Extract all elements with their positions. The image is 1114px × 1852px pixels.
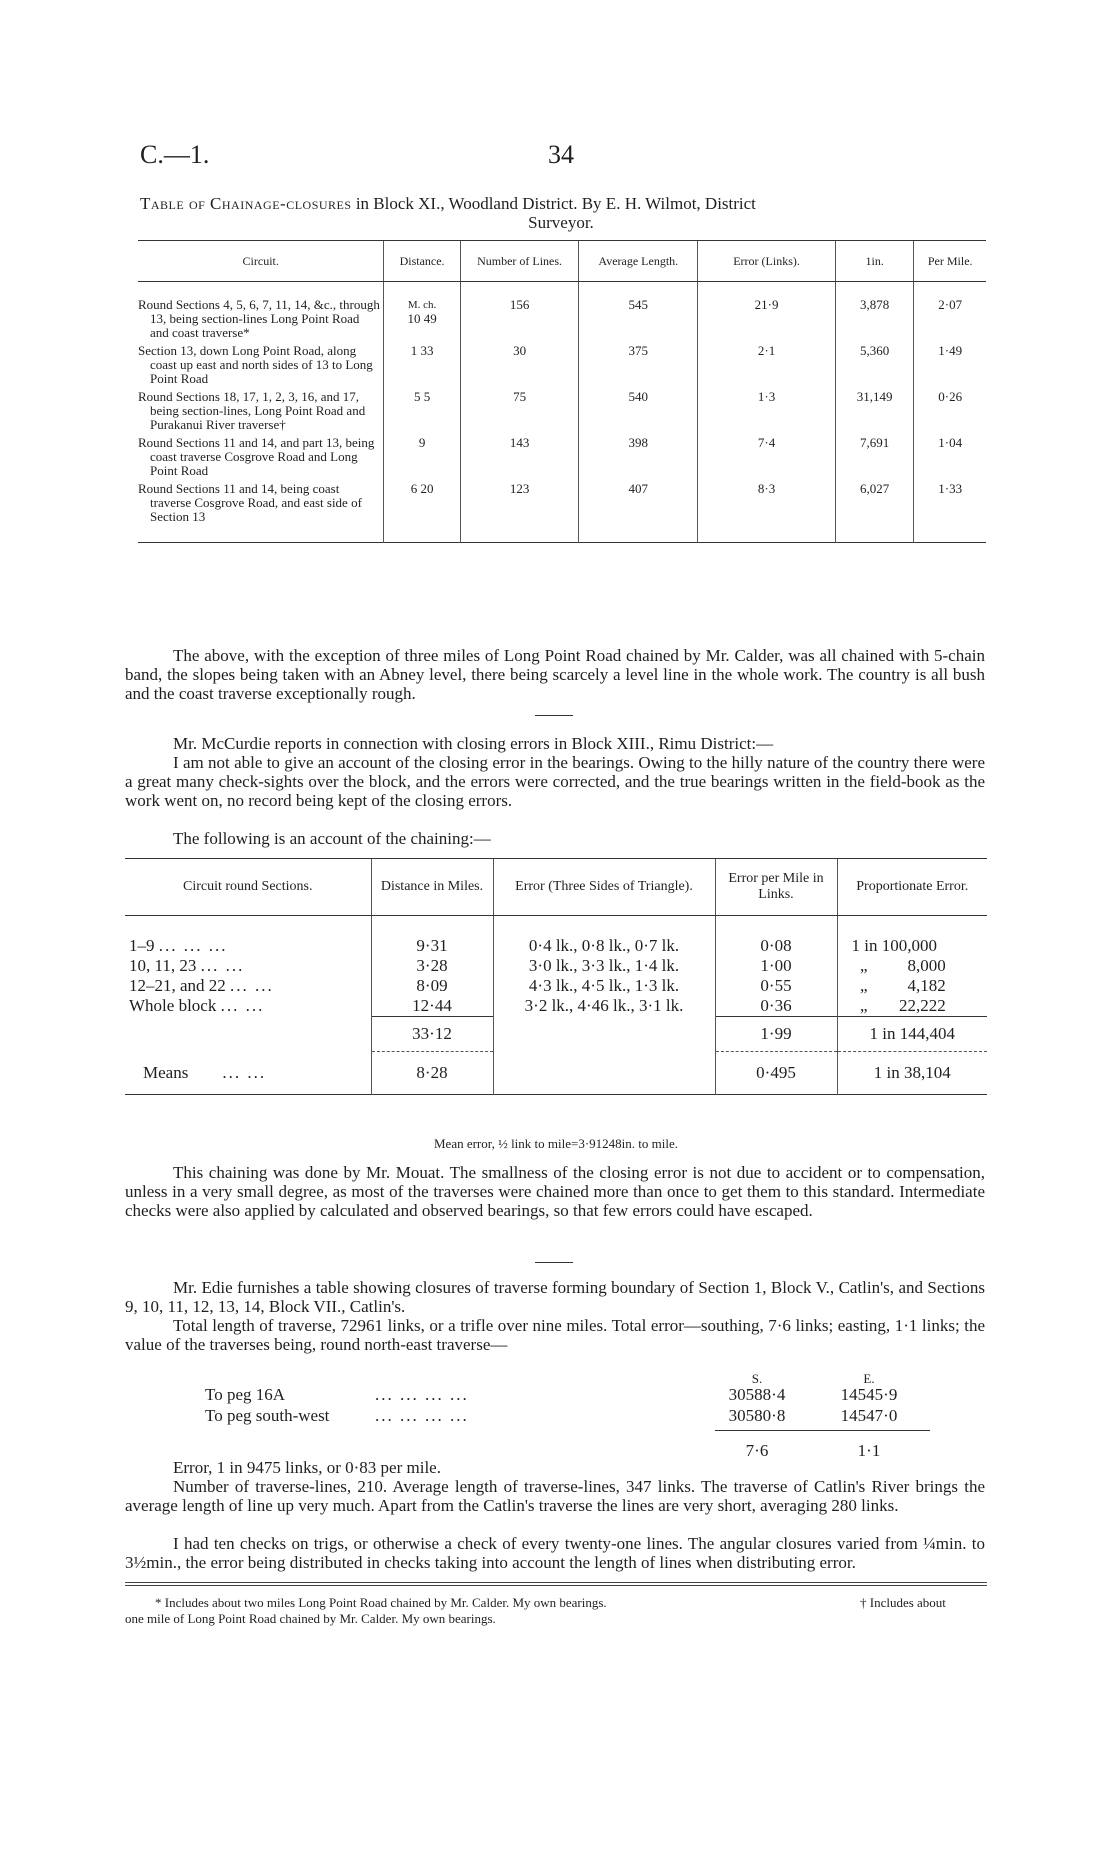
leader-dots: ... ... ... ... xyxy=(375,1385,469,1404)
footnote-line xyxy=(125,1595,987,1611)
circuit-cell: Section 13, down Long Point Road, along coast up east and north sides of 13 to Long Point Road xyxy=(138,343,373,386)
circuit-cell: Round Sections 4, 5, 6, 7, 11, 14, &c., through 13, being section-lines Long Point Road and coast traverse* xyxy=(138,297,380,340)
circuit-cell: Round Sections 11 and 14, being coast traverse Cosgrove Road, and east side of Section 13 xyxy=(138,481,362,524)
table1-title-rest: in Block XI., Woodland District. By E. H. Wilmot, District xyxy=(351,194,756,213)
paragraph: Error, 1 in 9475 links, or 0·83 per mile. xyxy=(173,1458,441,1477)
miles-value: 12·44 xyxy=(412,996,452,1015)
error-cell: 21·9 xyxy=(698,282,836,343)
table-row xyxy=(138,342,986,388)
column-header: Error per Mile in Links. xyxy=(715,859,837,916)
footnote-line: one mile of Long Point Road chained by Mr. Calder. My own bearings. xyxy=(125,1611,496,1626)
circuit-line xyxy=(129,956,367,976)
easting-value: 14547·0 xyxy=(840,1406,898,1425)
section-divider xyxy=(535,715,573,716)
easting-value: 14545·9 xyxy=(840,1385,898,1404)
column-header: Circuit. xyxy=(138,241,384,282)
table-row xyxy=(138,480,986,543)
per-mile-value: 0·36 xyxy=(760,996,792,1015)
paragraph: Mr. Edie furnishes a table showing closures of traverse forming boundary of Section 1, Block V., Catlin's, and Sections 9, 10, 11, 12, 13, 14, Block VII., Catlin's. xyxy=(125,1278,985,1316)
one-in-cell: 7,691 xyxy=(835,434,913,480)
circuit-label: 1–9 xyxy=(129,936,155,955)
table-row xyxy=(138,434,986,480)
means-label: Means xyxy=(143,1062,189,1082)
leader-dots: ... ... ... xyxy=(158,936,228,955)
leader-dots: ... ... ... ... xyxy=(375,1406,469,1425)
chainage-closures-table xyxy=(138,240,986,543)
page-number: 34 xyxy=(548,140,574,169)
error-value: 3·2 lk., 4·46 lk., 3·1 lk. xyxy=(524,996,684,1015)
paragraph: This chaining was done by Mr. Mouat. The smallness of the closing error is not due to accident or to compensation, unless in a very small degree, as most of the traverses were chained more than once to get them to this standard. Intermediate checks were also applied by calculated and observed bearings, so that few errors could have escaped. xyxy=(125,1163,985,1220)
leader-dots: ... ... xyxy=(230,976,274,995)
empty-cell xyxy=(493,1052,715,1095)
table-row xyxy=(125,916,987,1017)
table1-title xyxy=(140,194,982,232)
paragraph: The following is an account of the chaining:— xyxy=(173,829,491,848)
section-divider xyxy=(535,1262,573,1263)
prop-value: 4,182 xyxy=(907,976,946,995)
document-code: C.—1. xyxy=(140,140,210,169)
paragraph: Mr. McCurdie reports in connection with closing errors in Block XIII., Rimu District:— xyxy=(173,734,774,753)
column-header: Average Length. xyxy=(579,241,698,282)
miles-value: 9·31 xyxy=(416,936,448,955)
miles-cell xyxy=(371,916,493,1017)
distance-cell: 5 5 xyxy=(384,388,460,434)
prop-value: 100,000 xyxy=(881,936,937,955)
column-header: Distance in Miles. xyxy=(371,859,493,916)
circuit-cell xyxy=(125,916,371,1017)
distance-units: M. ch. xyxy=(407,299,437,311)
prop-value: 22,222 xyxy=(899,996,946,1015)
one-in-cell: 6,027 xyxy=(835,480,913,543)
prop-line xyxy=(852,976,984,996)
means-prop: 1 in 38,104 xyxy=(837,1052,987,1095)
distance-cell: 9 xyxy=(384,434,460,480)
total-prop: 1 in 144,404 xyxy=(837,1017,987,1052)
error-value: 3·0 lk., 3·3 lk., 1·4 lk. xyxy=(528,956,680,975)
easting-difference: 1·1 xyxy=(857,1441,881,1460)
distance-value: 10 49 xyxy=(407,311,437,326)
lines-cell: 123 xyxy=(460,480,579,543)
table-row xyxy=(138,282,986,343)
footnote-star: * Includes about two miles Long Point Road chained by Mr. Calder. My own bearings. xyxy=(155,1595,607,1610)
traverse-row xyxy=(205,1384,965,1405)
leader-dots: ... ... xyxy=(200,956,245,975)
lines-cell: 75 xyxy=(460,388,579,434)
prop-prefix: 1 in xyxy=(851,936,878,955)
column-header: Distance. xyxy=(384,241,460,282)
means-miles: 8·28 xyxy=(371,1052,493,1095)
per-mile-cell: 1·33 xyxy=(914,480,986,543)
miles-value: 8·09 xyxy=(416,976,448,995)
means-per-mile: 0·495 xyxy=(715,1052,837,1095)
traverse-label: To peg south-west xyxy=(205,1406,330,1425)
table1-title-prefix: Table of Chainage-closures xyxy=(140,194,352,213)
avg-length-cell: 545 xyxy=(579,282,698,343)
one-in-cell: 31,149 xyxy=(835,388,913,434)
per-mile-cell: 2·07 xyxy=(914,282,986,343)
southing-difference: 7·6 xyxy=(745,1441,769,1460)
per-mile-cell: 1·49 xyxy=(914,342,986,388)
proportionate-cell xyxy=(837,916,987,1017)
circuit-label: 12–21, and 22 xyxy=(129,976,226,995)
table-header-row xyxy=(138,241,986,282)
chaining-table xyxy=(125,858,987,1095)
avg-length-cell: 375 xyxy=(579,342,698,388)
lines-cell: 143 xyxy=(460,434,579,480)
one-in-cell: 5,360 xyxy=(835,342,913,388)
circuit-cell: Round Sections 18, 17, 1, 2, 3, 16, and 17, being section-lines, Long Point Road and Purakanui River traverse† xyxy=(138,389,366,432)
prop-prefix: „ xyxy=(860,996,868,1015)
prop-line xyxy=(852,936,984,956)
column-header: Circuit round Sections. xyxy=(125,859,371,916)
means-row xyxy=(125,1052,987,1095)
circuit-line xyxy=(129,996,367,1016)
traverse-header xyxy=(205,1368,965,1384)
column-header: Proportionate Error. xyxy=(837,859,987,916)
paragraph: I am not able to give an account of the closing error in the bearings. Owing to the hilly nature of the country there were a great many check-sights over the block, and the errors were corrected, and the true bearings written in the field-book as the work went on, no record being kept of the closing errors. xyxy=(125,753,985,810)
prop-line xyxy=(852,996,984,1016)
table1-title-line2: Surveyor. xyxy=(528,213,594,232)
southing-value: 30588·4 xyxy=(728,1385,786,1404)
column-header: Number of Lines. xyxy=(460,241,579,282)
circuit-cell: Round Sections 11 and 14, and part 13, being coast traverse Cosgrove Road and Long Point Road xyxy=(138,435,375,478)
circuit-label: 10, 11, 23 xyxy=(129,956,197,975)
error-value: 0·4 lk., 0·8 lk., 0·7 lk. xyxy=(528,936,680,955)
miles-value: 3·28 xyxy=(416,956,448,975)
easting-header: E. xyxy=(863,1371,875,1386)
leader-dots: ... ... xyxy=(220,996,265,1015)
empty-cell xyxy=(493,1017,715,1052)
error-value: 4·3 lk., 4·5 lk., 1·3 lk. xyxy=(528,976,680,995)
column-header: Per Mile. xyxy=(914,241,986,282)
column-header: 1in. xyxy=(835,241,913,282)
error-three-sides-cell xyxy=(493,916,715,1017)
distance-cell: 1 33 xyxy=(384,342,460,388)
paragraph: I had ten checks on trigs, or otherwise a check of every twenty-one lines. The angular closures varied from ¼min. to 3½min., the error being distributed in checks taking into account the length of lines when distributing error. xyxy=(125,1534,985,1572)
circuit-line xyxy=(129,936,367,956)
paragraph: Total length of traverse, 72961 links, or a trifle over nine miles. Total error—southing, 7·6 links; easting, 1·1 links; the value of the traverses being, round north-east traverse— xyxy=(125,1316,985,1354)
error-cell: 7·4 xyxy=(698,434,836,480)
table-row xyxy=(138,388,986,434)
error-cell: 8·3 xyxy=(698,480,836,543)
per-mile-value: 0·55 xyxy=(760,976,792,995)
traverse-sum-rule xyxy=(715,1430,930,1431)
prop-prefix: „ xyxy=(860,976,868,995)
table-header-row xyxy=(125,859,987,916)
total-row xyxy=(125,1017,987,1052)
per-mile-cell xyxy=(715,916,837,1017)
prop-prefix: „ xyxy=(860,956,868,975)
circuit-line xyxy=(129,976,367,996)
paragraph: Number of traverse-lines, 210. Average length of traverse-lines, 347 links. The traverse of Catlin's River brings the average length of line up very much. Apart from the Catlin's traverse the lines are very short, averaging 280 links. xyxy=(125,1477,985,1515)
mean-error-note: Mean error, ½ link to mile=3·91248in. to mile. xyxy=(433,1136,679,1151)
traverse-label: To peg 16A xyxy=(205,1385,286,1404)
avg-length-cell: 540 xyxy=(579,388,698,434)
prop-line xyxy=(852,956,984,976)
column-header: Error (Links). xyxy=(698,241,836,282)
empty-cell xyxy=(125,1017,371,1052)
leader-dots: ... ... xyxy=(222,1062,267,1082)
prop-value: 8,000 xyxy=(907,956,946,975)
traverse-values xyxy=(205,1368,965,1461)
per-mile-cell: 1·04 xyxy=(914,434,986,480)
avg-length-cell: 398 xyxy=(579,434,698,480)
footnotes xyxy=(125,1595,987,1627)
southing-value: 30580·8 xyxy=(728,1406,786,1425)
paragraph: The above, with the exception of three miles of Long Point Road chained by Mr. Calder, was all chained with 5-chain band, the slopes being taken with an Abney level, there being scarcely a level line in the whole work. The country is all bush and the coast traverse exceptionally rough. xyxy=(125,646,985,703)
per-mile-cell: 0·26 xyxy=(914,388,986,434)
total-per-mile: 1·99 xyxy=(715,1017,837,1052)
footnote-divider xyxy=(125,1582,987,1586)
error-cell: 1·3 xyxy=(698,388,836,434)
error-cell: 2·1 xyxy=(698,342,836,388)
avg-length-cell: 407 xyxy=(579,480,698,543)
column-header: Error (Three Sides of Triangle). xyxy=(493,859,715,916)
per-mile-value: 0·08 xyxy=(760,936,792,955)
distance-cell: 6 20 xyxy=(384,480,460,543)
one-in-cell: 3,878 xyxy=(835,282,913,343)
traverse-row xyxy=(205,1405,965,1426)
means-label-cell xyxy=(125,1052,371,1095)
circuit-label: Whole block xyxy=(129,996,217,1015)
southing-header: S. xyxy=(751,1371,763,1386)
per-mile-value: 1·00 xyxy=(760,956,792,975)
lines-cell: 156 xyxy=(460,282,579,343)
footnote-dagger: † Includes about xyxy=(860,1595,946,1610)
total-miles: 33·12 xyxy=(371,1017,493,1052)
distance-cell xyxy=(384,282,460,343)
lines-cell: 30 xyxy=(460,342,579,388)
